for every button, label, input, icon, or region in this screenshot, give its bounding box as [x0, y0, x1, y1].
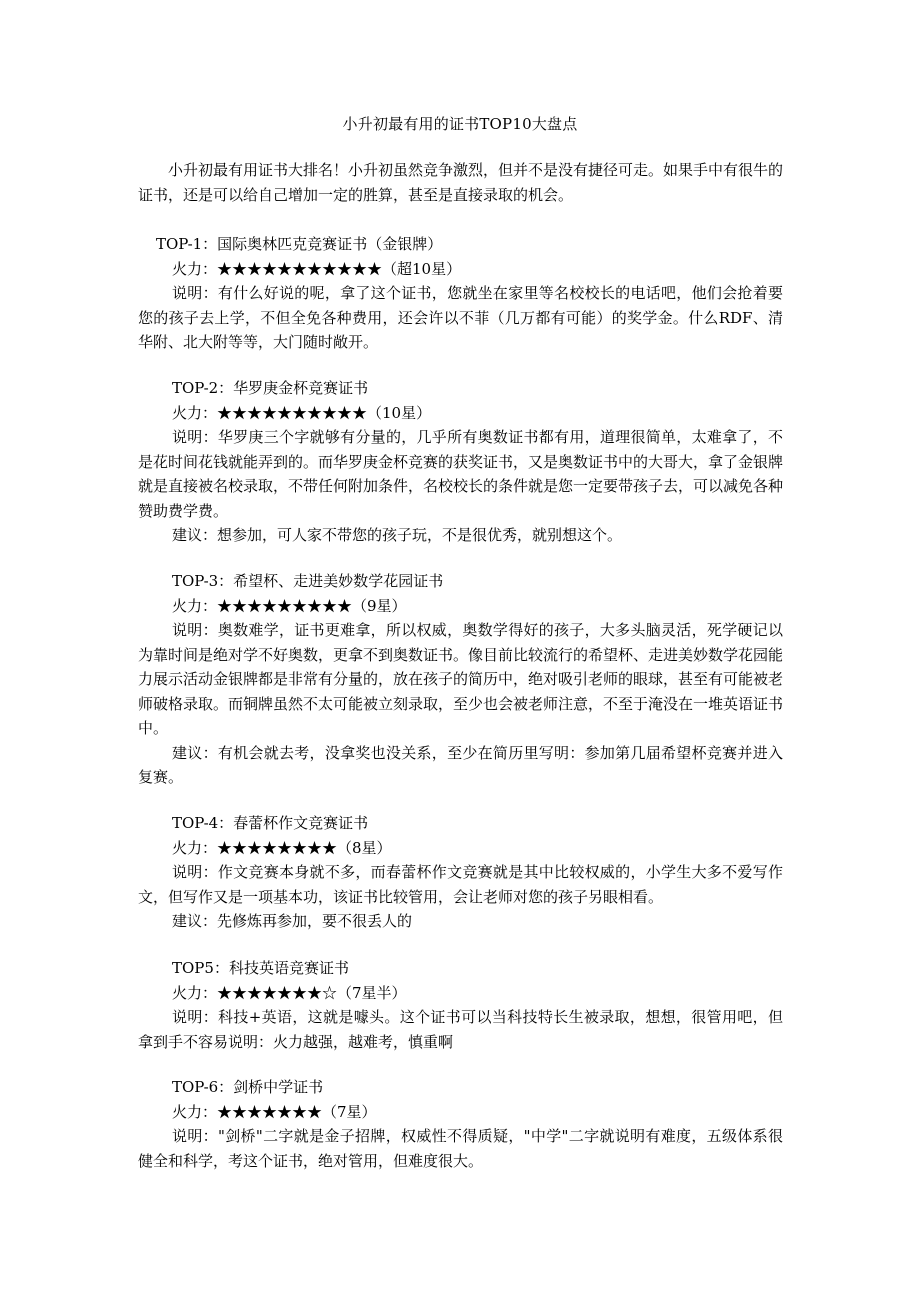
document-title: 小升初最有用的证书TOP10大盘点 [342, 115, 578, 133]
section-heading: TOP-6：剑桥中学证书 [172, 1078, 324, 1096]
section-top-5 [138, 956, 783, 1054]
section-advice: 建议：想参加，可人家不带您的孩子玩，不是很优秀，就别想这个。 [172, 526, 623, 544]
section-heading: TOP-3：希望杯、走进美妙数学花园证书 [172, 572, 444, 590]
section-advice: 建议：先修炼再参加，要不很丢人的 [172, 912, 413, 930]
section-top-3 [138, 569, 783, 790]
section-description: 说明：作文竞赛本身就不多，而春蕾杯作文竞赛就是其中比较权威的，小学生大多不爱写作文，但写作又是一项基本功，该证书比较管用，会让老师对您的孩子另眼相看。 [138, 863, 783, 906]
fire-rating: 火力：★★★★★★★★（8星） [172, 838, 392, 857]
section-description: 说明：华罗庚三个字就够有分量的，几乎所有奥数证书都有用，道理很简单，太难拿了，不是花时间花钱就能弄到的。而华罗庚金杯竞赛的获奖证书，又是奥数证书中的大哥大，拿了金银牌就是直接被名校录取，不带任何附加条件，名校校长的条件就是您一定要带孩子去，可以减免各种赞助费学费。 [138, 428, 784, 520]
section-heading: TOP-1：国际奥林匹克竞赛证书（金银牌） [156, 235, 443, 253]
section-top-6 [138, 1075, 783, 1173]
section-top-1 [138, 232, 783, 355]
section-description: 说明：科技+英语，这就是噱头。这个证书可以当科技特长生被录取，想想，很管用吧，但拿到手不容易说明：火力越强，越难考，慎重啊 [138, 1008, 783, 1051]
fire-rating: 火力：★★★★★★★☆（7星半） [172, 983, 407, 1002]
fire-rating: 火力：★★★★★★★★★（9星） [172, 596, 407, 615]
section-heading: TOP-4：春蕾杯作文竞赛证书 [172, 814, 369, 832]
intro-paragraph: 小升初最有用证书大排名！小升初虽然竞争激烈，但并不是没有捷径可走。如果手中有很牛的证书，还是可以给自己增加一定的胜算，甚至是直接录取的机会。 [138, 161, 784, 204]
section-description: 说明：有什么好说的呢，拿了这个证书，您就坐在家里等名校校长的电话吧，他们会抢着要您的孩子去上学，不但全免各种费用，还会许以不菲（几万都有可能）的奖学金。什么RDF、清华附、北大附等等，大门随时敞开。 [138, 284, 783, 351]
section-top-2 [138, 376, 783, 548]
section-top-4 [138, 811, 783, 934]
section-description: 说明："剑桥"二字就是金子招牌，权威性不得质疑，"中学"二字就说明有难度，五级体系很健全和科学，考这个证书，绝对管用，但难度很大。 [138, 1127, 783, 1170]
section-advice: 建议：有机会就去考，没拿奖也没关系，至少在简历里写明：参加第几届希望杯竞赛并进入复赛。 [138, 743, 783, 786]
section-description: 说明：奥数难学，证书更难拿，所以权威，奥数学得好的孩子，大多头脑灵活，死学硬记以为靠时间是绝对学不好奥数，更拿不到奥数证书。像目前比较流行的希望杯、走进美妙数学花园能力展示活动金银牌都是非常有分量的，放在孩子的简历中，绝对吸引老师的眼球，甚至有可能被老师破格录取。而铜牌虽然不太可能被立刻录取，至少也会被老师注意，不至于淹没在一堆英语证书中。 [138, 621, 784, 737]
fire-rating: 火力：★★★★★★★★★★★（超10星） [172, 259, 462, 278]
section-heading: TOP5：科技英语竞赛证书 [172, 959, 349, 977]
fire-rating: 火力：★★★★★★★（7星） [172, 1102, 377, 1121]
section-heading: TOP-2：华罗庚金杯竞赛证书 [172, 379, 369, 397]
fire-rating: 火力：★★★★★★★★★★（10星） [172, 403, 432, 422]
intro-block [138, 158, 783, 207]
